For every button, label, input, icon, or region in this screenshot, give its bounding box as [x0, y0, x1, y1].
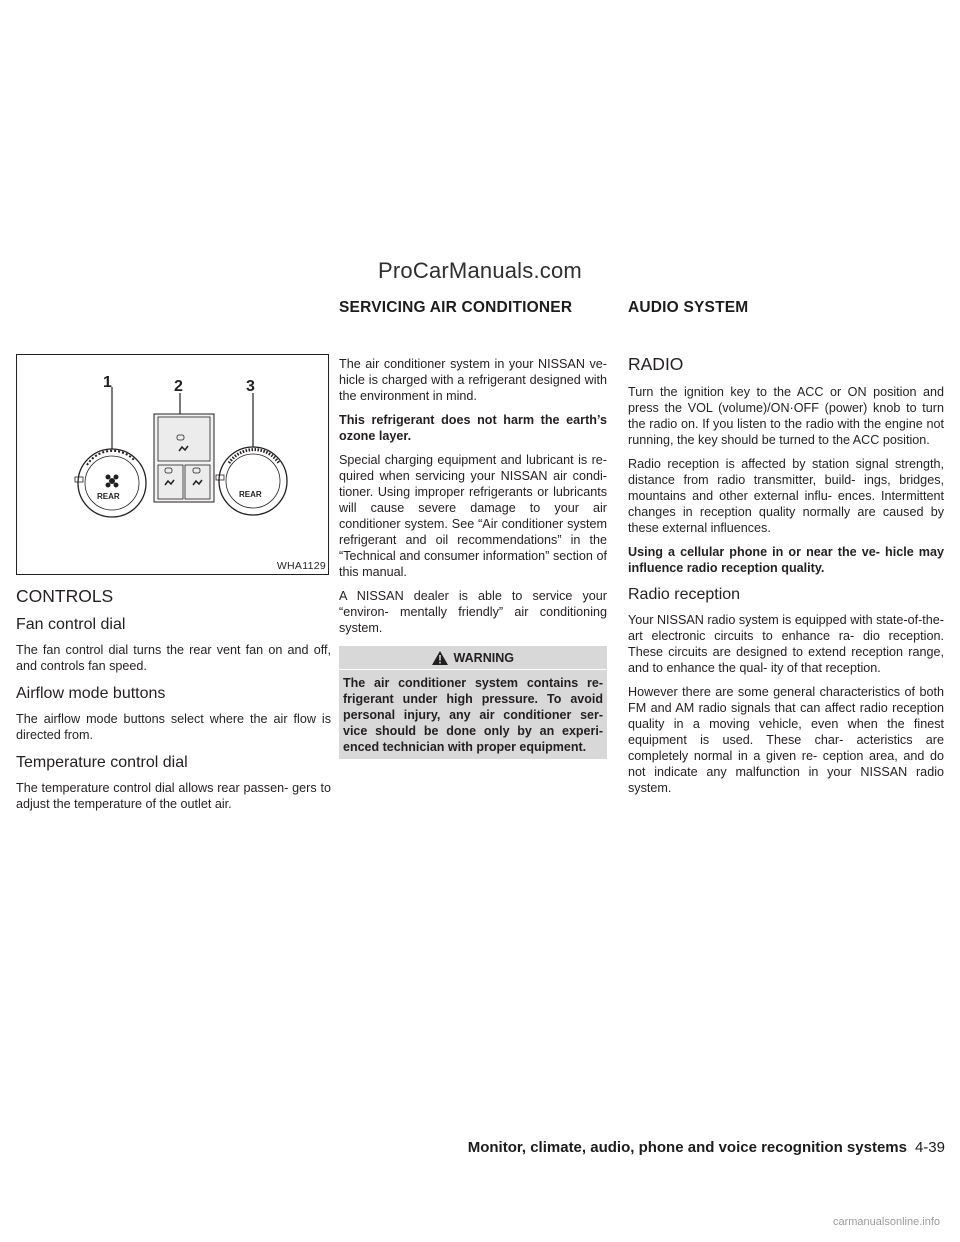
controls-heading: CONTROLS — [16, 586, 114, 606]
figure-code: WHA1129 — [276, 560, 326, 572]
left-dial-label: REAR — [97, 492, 120, 501]
callout-3: 3 — [246, 378, 255, 395]
warning-triangle-icon — [432, 651, 448, 665]
callout-2: 2 — [174, 378, 183, 395]
page-number: 4-39 — [914, 1139, 945, 1156]
rear-climate-control-figure — [16, 354, 329, 575]
header-servicing-air-conditioner: SERVICING AIR CONDITIONER — [339, 299, 573, 316]
signal-characteristics-paragraph: However there are some general characteristics of both FM and AM radio signals that can affect radio reception quality in a moving vehicle, even when the finest equipment is used. These char- acteristics are completely normal in a given re- ception area, and do not indicate any malfunction in your NISSAN radio system. — [628, 685, 944, 795]
left-column — [16, 354, 331, 820]
watermark-carmanualsonline: carmanualsonline.info — [832, 1216, 940, 1228]
warning-text: The air conditioner system contains re- frigerant under high pressure. To avoid personal injury, any air conditioner ser- vice should be done only by an experi- enced technician with proper equipment. — [343, 676, 603, 754]
middle-column — [339, 356, 607, 759]
dealer-service-paragraph: A NISSAN dealer is able to service your “environ- mentally friendly” air conditioning system. — [339, 589, 607, 635]
special-equipment-paragraph: Special charging equipment and lubricant is re- quired when servicing your NISSAN air condi- tioner. Using improper refrigerants or lubricants will cause severe damage to your air conditioner system. See “Air conditioner system refrigerant and oil recommendations” in the “Technical and consumer information” section of this manual. — [339, 453, 607, 579]
chapter-title: Monitor, climate, audio, phone and voice recognition systems — [467, 1139, 907, 1156]
callout-1: 1 — [103, 374, 112, 391]
fan-control-dial-text: The fan control dial turns the rear vent fan on and off, and controls fan speed. — [16, 643, 331, 673]
temperature-control-dial-text: The temperature control dial allows rear passen- gers to adjust the temperature of the outlet air. — [16, 781, 331, 811]
fan-control-dial-heading: Fan control dial — [16, 616, 126, 633]
radio-reception-heading: Radio reception — [628, 586, 741, 603]
reception-factors-paragraph: Radio reception is affected by station signal strength, distance from radio transmitter, build- ings, bridges, mountains and other external influ- ences. Intermittent changes in reception quality normally are caused by these external influences. — [628, 457, 944, 535]
right-column — [628, 356, 944, 804]
header-audio-system: AUDIO SYSTEM — [628, 299, 749, 316]
page-footer — [411, 1139, 945, 1156]
ozone-statement: This refrigerant does not harm the earth’s ozone layer. — [339, 413, 607, 443]
warning-box — [339, 646, 607, 759]
refrigerant-intro-paragraph: The air conditioner system in your NISSAN ve- hicle is charged with a refrigerant designed with the environment in mind. — [339, 357, 607, 403]
rear-climate-control-illustration — [17, 355, 330, 576]
right-dial-label: REAR — [239, 490, 262, 499]
airflow-mode-buttons-heading: Airflow mode buttons — [16, 685, 166, 702]
radio-circuits-paragraph: Your NISSAN radio system is equipped with state-of-the-art electronic circuits to enhance ra- dio reception. These circuits are designed to extend reception range, and to enhance the qual- ity of that reception. — [628, 613, 944, 675]
cellular-phone-statement: Using a cellular phone in or near the ve- hicle may influence radio reception quality. — [628, 545, 944, 575]
airflow-mode-buttons-text: The airflow mode buttons select where the air flow is directed from. — [16, 712, 331, 742]
warning-title: WARNING — [453, 651, 514, 665]
temperature-control-dial-heading: Temperature control dial — [16, 754, 188, 771]
radio-on-paragraph: Turn the ignition key to the ACC or ON position and press the VOL (volume)/ON·OFF (power) knob to turn the radio on. If you listen to the radio with the engine not running, the key should be turned to the ACC position. — [628, 385, 944, 447]
watermark-procarmanuals: ProCarManuals.com — [378, 258, 582, 283]
radio-heading: RADIO — [628, 354, 684, 374]
